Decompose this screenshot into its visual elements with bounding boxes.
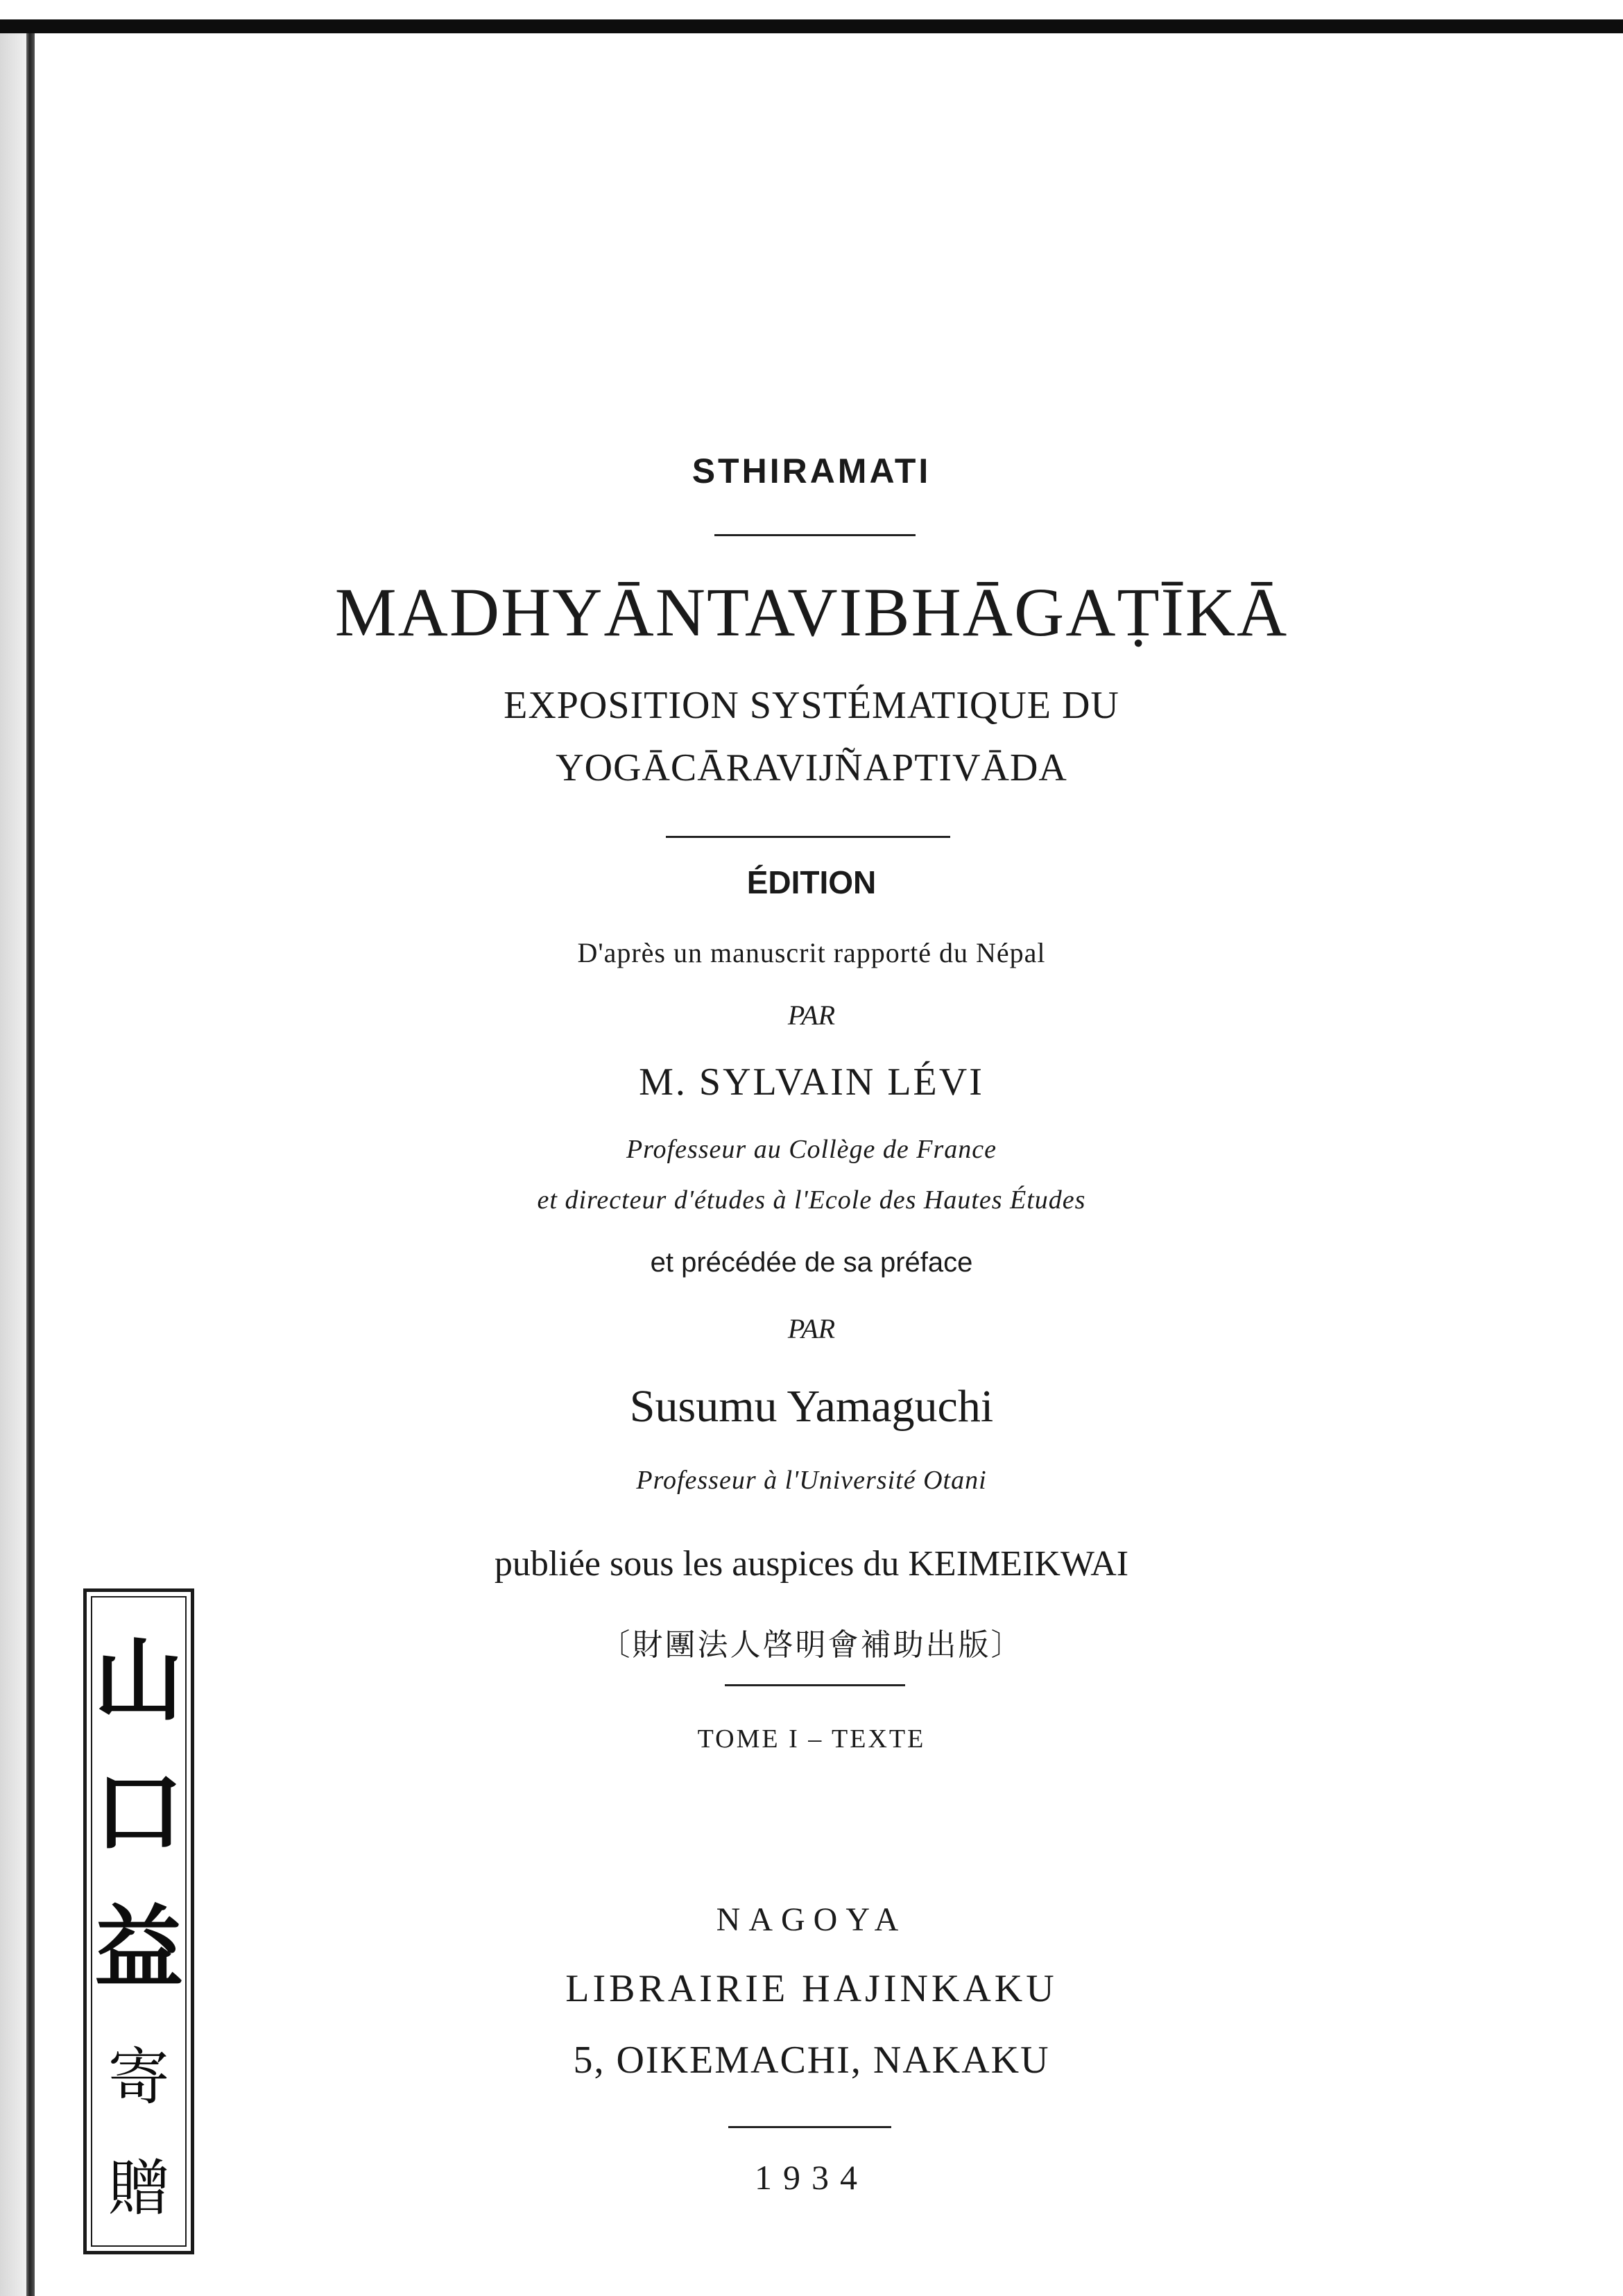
page-edge-shadow bbox=[0, 33, 26, 2296]
editor-affiliation: Professeur au Collège de France bbox=[626, 1135, 997, 1164]
preface-note: et précédée de sa préface bbox=[650, 1247, 973, 1278]
japanese-sponsor-note: 〔財團法人啓明會補助出版〕 bbox=[599, 1627, 1024, 1663]
scan-top-border bbox=[0, 19, 1623, 33]
book-title: MADHYĀNTAVIBHĀGAṬĪKĀ bbox=[334, 574, 1289, 651]
city: NAGOYA bbox=[716, 1901, 907, 1938]
manuscript-note: D'après un manuscrit rapporté du Népal bbox=[577, 937, 1046, 968]
stamp-character: 山 bbox=[94, 1629, 183, 1733]
publisher-address: 5, OIKEMACHI, NAKAKU bbox=[573, 2039, 1050, 2082]
auspices-note: publiée sous les auspices du KEIMEIKWAI bbox=[494, 1544, 1129, 1584]
preface-author: Susumu Yamaguchi bbox=[629, 1381, 994, 1432]
author-name: STHIRAMATI bbox=[692, 452, 931, 490]
par-label: PAR bbox=[787, 1000, 836, 1031]
preface-author-affiliation: Professeur à l'Université Otani bbox=[636, 1466, 987, 1495]
stamp-character: 口 bbox=[94, 1761, 183, 1865]
publisher-name: LIBRAIRIE HAJINKAKU bbox=[565, 1967, 1058, 2010]
divider-rule bbox=[725, 1684, 905, 1686]
editor-name: M. SYLVAIN LÉVI bbox=[639, 1061, 984, 1104]
stamp-character: 益 bbox=[94, 1896, 183, 2000]
edition-heading: ÉDITION bbox=[746, 864, 877, 900]
publication-year: 1934 bbox=[755, 2158, 868, 2197]
stamp-character: 寄 bbox=[108, 2041, 169, 2113]
subtitle-line-2: YOGĀCĀRAVIJÑAPTIVĀDA bbox=[556, 746, 1067, 789]
volume-label: TOME I – TEXTE bbox=[697, 1724, 926, 1754]
divider-rule bbox=[714, 534, 916, 536]
editor-affiliation: et directeur d'études à l'Ecole des Hautes Études bbox=[537, 1185, 1086, 1215]
subtitle-line-1: EXPOSITION SYSTÉMATIQUE DU bbox=[504, 684, 1119, 727]
donation-stamp bbox=[83, 1588, 194, 2254]
divider-rule bbox=[728, 2126, 891, 2128]
divider-rule bbox=[666, 836, 950, 838]
stamp-character: 贈 bbox=[108, 2152, 169, 2224]
par-label: PAR bbox=[787, 1313, 836, 1344]
page-binding-edge bbox=[26, 33, 35, 2296]
